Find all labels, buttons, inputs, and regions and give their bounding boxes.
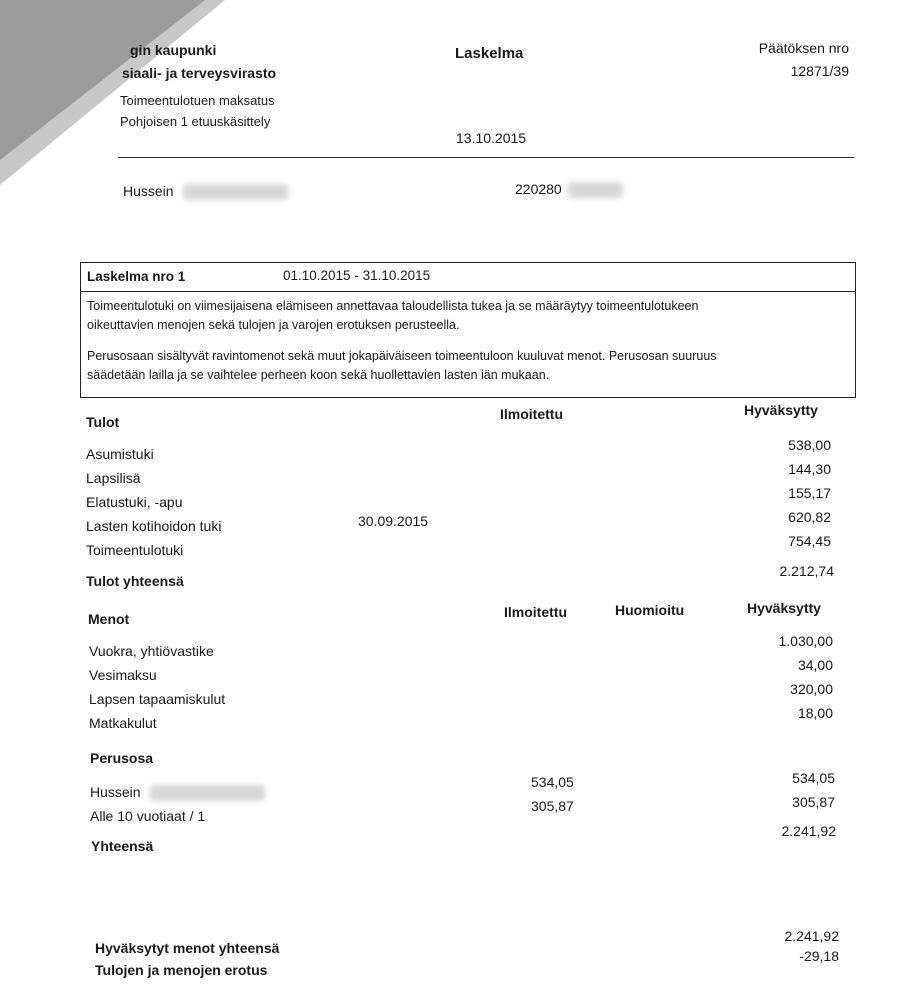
basic-part-reported: 534,05 bbox=[531, 774, 574, 790]
income-label: Lasten kotihoidon tuki bbox=[86, 518, 222, 534]
info-text-2-line-1: Perusosaan sisältyvät ravintomenot sekä muut jokapäiväiseen toimeentuloon kuuluvat menot. Perusosan suuruus bbox=[87, 349, 717, 363]
income-value: 538,00 bbox=[788, 437, 831, 453]
income-total-value: 2.212,74 bbox=[779, 563, 834, 579]
expense-label: Lapsen tapaamiskulut bbox=[89, 691, 226, 707]
info-text-1-line-1: Toimeentulotuki on viimesijaisena elämiseen annettavaa taloudellista tukea ja se määräytyy toimeentulotukeen bbox=[87, 299, 699, 313]
summary-accepted-label: Hyväksytyt menot yhteensä bbox=[95, 940, 280, 956]
calculation-box bbox=[80, 262, 856, 398]
decision-number: 12871/39 bbox=[790, 63, 849, 79]
redacted-surname bbox=[183, 184, 288, 200]
decision-label: Päätöksen nro bbox=[758, 40, 849, 56]
basic-part-row bbox=[90, 784, 265, 801]
basic-part-accepted: 534,05 bbox=[792, 770, 835, 786]
basic-part-accepted: 305,87 bbox=[792, 794, 835, 810]
expenses-heading: Menot bbox=[88, 611, 130, 627]
document-title: Laskelma bbox=[455, 45, 524, 62]
expenses-total-label: Yhteensä bbox=[91, 838, 154, 854]
summary-diff-value: -29,18 bbox=[799, 948, 839, 964]
summary-diff-label: Tulojen ja menojen erotus bbox=[95, 962, 268, 978]
expense-value: 1.030,00 bbox=[778, 633, 833, 649]
income-label: Lapsilisä bbox=[86, 470, 141, 486]
income-label: Elatustuki, -apu bbox=[86, 494, 183, 510]
basic-part-heading: Perusosa bbox=[90, 750, 154, 766]
document-date: 13.10.2015 bbox=[456, 130, 527, 146]
expenses-total-value: 2.241,92 bbox=[781, 823, 836, 839]
income-col-reported: Ilmoitettu bbox=[500, 406, 563, 422]
org-department: siaali- ja terveysvirasto bbox=[122, 65, 277, 81]
header-divider bbox=[118, 157, 854, 158]
income-col-accepted: Hyväksytty bbox=[744, 402, 818, 418]
expenses-col-noted: Huomioitu bbox=[615, 602, 685, 618]
expenses-col-accepted: Hyväksytty bbox=[747, 600, 821, 616]
dept-line-1: Toimeentulotuen maksatus bbox=[120, 93, 275, 108]
income-date: 30.09.2015 bbox=[358, 513, 429, 529]
redacted-id bbox=[568, 182, 623, 198]
income-label: Toimeentulotuki bbox=[86, 542, 184, 558]
recipient-name: Hussein bbox=[123, 183, 174, 199]
expense-value: 320,00 bbox=[790, 681, 833, 697]
recipient-id-row bbox=[515, 181, 623, 198]
redacted-surname bbox=[150, 785, 265, 801]
expense-label: Matkakulut bbox=[89, 715, 157, 731]
info-text-1-line-2: oikeuttavien menojen sekä tulojen ja varojen erotuksen perusteella. bbox=[87, 318, 460, 332]
income-total-label: Tulot yhteensä bbox=[86, 573, 184, 589]
calculation-box-header bbox=[81, 263, 855, 292]
recipient-name-row bbox=[123, 183, 288, 200]
basic-part-reported: 305,87 bbox=[531, 798, 574, 814]
expense-value: 34,00 bbox=[797, 657, 833, 673]
expense-value: 18,00 bbox=[797, 705, 833, 721]
income-value: 144,30 bbox=[788, 461, 831, 477]
expense-label: Vuokra, yhtiövastike bbox=[89, 643, 214, 659]
income-value: 754,45 bbox=[788, 533, 831, 549]
income-heading: Tulot bbox=[86, 414, 120, 430]
summary-accepted-value: 2.241,92 bbox=[784, 928, 839, 944]
income-value: 155,17 bbox=[788, 485, 831, 501]
income-value: 620,82 bbox=[788, 509, 831, 525]
income-label: Asumistuki bbox=[86, 446, 154, 462]
basic-part-label: Hussein bbox=[90, 784, 141, 800]
info-text-2-line-2: säädetään lailla ja se vaihtelee perheen koon sekä huollettavien lasten iän mukaan. bbox=[87, 368, 550, 382]
recipient-id: 220280 bbox=[515, 181, 562, 197]
expenses-col-reported: Ilmoitettu bbox=[504, 604, 567, 620]
org-name: gin kaupunki bbox=[130, 42, 217, 58]
expense-label: Vesimaksu bbox=[89, 667, 157, 683]
calculation-period: 01.10.2015 - 31.10.2015 bbox=[283, 268, 431, 283]
calculation-title: Laskelma nro 1 bbox=[87, 269, 186, 284]
basic-part-label: Alle 10 vuotiaat / 1 bbox=[90, 808, 206, 824]
dept-line-2: Pohjoisen 1 etuuskäsittely bbox=[120, 114, 271, 129]
